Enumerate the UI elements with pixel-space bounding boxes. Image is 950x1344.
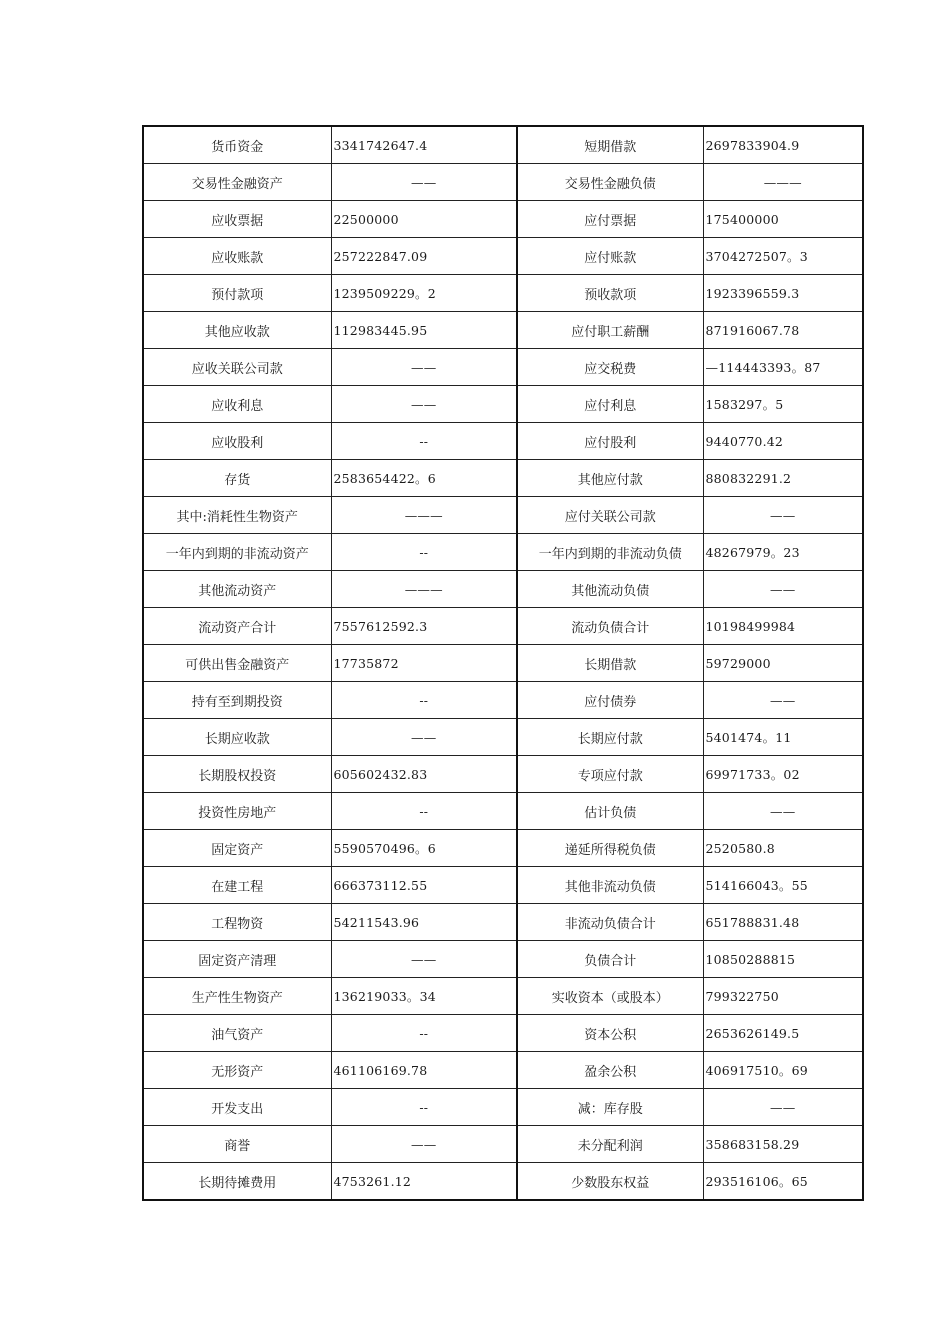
asset-value-cell: 461106169.78 bbox=[331, 1052, 517, 1089]
table-row bbox=[143, 719, 863, 756]
liability-label-cell: 短期借款 bbox=[517, 126, 703, 164]
asset-value-cell: 22500000 bbox=[331, 201, 517, 238]
liability-value-cell: 514166043。55 bbox=[703, 867, 863, 904]
liability-value-cell: 9440770.42 bbox=[703, 423, 863, 460]
liability-value-cell: —— bbox=[703, 793, 863, 830]
balance-sheet-body bbox=[143, 126, 863, 1200]
liability-label-cell: 资本公积 bbox=[517, 1015, 703, 1052]
liability-value-cell: 406917510。69 bbox=[703, 1052, 863, 1089]
asset-label-cell: 工程物资 bbox=[143, 904, 331, 941]
liability-value-cell: 2697833904.9 bbox=[703, 126, 863, 164]
liability-label-cell: 非流动负债合计 bbox=[517, 904, 703, 941]
table-row bbox=[143, 682, 863, 719]
asset-value-cell: 3341742647.4 bbox=[331, 126, 517, 164]
liability-label-cell: 递延所得税负债 bbox=[517, 830, 703, 867]
liability-value-cell: 3704272507。3 bbox=[703, 238, 863, 275]
table-row bbox=[143, 1089, 863, 1126]
asset-label-cell: 长期股权投资 bbox=[143, 756, 331, 793]
liability-value-cell: 48267979。23 bbox=[703, 534, 863, 571]
asset-value-cell: 5590570496。6 bbox=[331, 830, 517, 867]
liability-value-cell: 293516106。65 bbox=[703, 1163, 863, 1201]
liability-label-cell: 一年内到期的非流动负债 bbox=[517, 534, 703, 571]
liability-label-cell: 专项应付款 bbox=[517, 756, 703, 793]
liability-value-cell: ——— bbox=[703, 164, 863, 201]
liability-value-cell: 358683158.29 bbox=[703, 1126, 863, 1163]
liability-label-cell: 应交税费 bbox=[517, 349, 703, 386]
asset-value-cell: —— bbox=[331, 941, 517, 978]
asset-label-cell: 应收利息 bbox=[143, 386, 331, 423]
asset-value-cell: —— bbox=[331, 386, 517, 423]
liability-label-cell: 应付职工薪酬 bbox=[517, 312, 703, 349]
asset-value-cell: 1239509229。2 bbox=[331, 275, 517, 312]
liability-value-cell: —— bbox=[703, 571, 863, 608]
liability-label-cell: 应付账款 bbox=[517, 238, 703, 275]
table-row bbox=[143, 275, 863, 312]
asset-label-cell: 流动资产合计 bbox=[143, 608, 331, 645]
asset-value-cell: 112983445.95 bbox=[331, 312, 517, 349]
asset-value-cell: ——— bbox=[331, 571, 517, 608]
liability-value-cell: 2520580.8 bbox=[703, 830, 863, 867]
liability-label-cell: 其他流动负债 bbox=[517, 571, 703, 608]
asset-label-cell: 其他流动资产 bbox=[143, 571, 331, 608]
asset-label-cell: 应收关联公司款 bbox=[143, 349, 331, 386]
liability-label-cell: 应付股利 bbox=[517, 423, 703, 460]
table-row bbox=[143, 201, 863, 238]
liability-label-cell: 流动负债合计 bbox=[517, 608, 703, 645]
liability-value-cell: 10850288815 bbox=[703, 941, 863, 978]
liability-value-cell: 2653626149.5 bbox=[703, 1015, 863, 1052]
asset-value-cell: 257222847.09 bbox=[331, 238, 517, 275]
asset-value-cell: —— bbox=[331, 1126, 517, 1163]
asset-value-cell: 605602432.83 bbox=[331, 756, 517, 793]
liability-label-cell: 长期借款 bbox=[517, 645, 703, 682]
table-row bbox=[143, 1126, 863, 1163]
asset-label-cell: 固定资产清理 bbox=[143, 941, 331, 978]
liability-value-cell: 69971733。02 bbox=[703, 756, 863, 793]
asset-value-cell: -- bbox=[331, 1089, 517, 1126]
asset-value-cell: 4753261.12 bbox=[331, 1163, 517, 1201]
liability-value-cell: 871916067.78 bbox=[703, 312, 863, 349]
asset-label-cell: 预付款项 bbox=[143, 275, 331, 312]
asset-label-cell: 油气资产 bbox=[143, 1015, 331, 1052]
asset-label-cell: 固定资产 bbox=[143, 830, 331, 867]
asset-value-cell: ——— bbox=[331, 497, 517, 534]
asset-label-cell: 其他应收款 bbox=[143, 312, 331, 349]
asset-label-cell: 持有至到期投资 bbox=[143, 682, 331, 719]
table-row bbox=[143, 349, 863, 386]
asset-label-cell: 商誉 bbox=[143, 1126, 331, 1163]
table-row bbox=[143, 386, 863, 423]
liability-label-cell: 应付利息 bbox=[517, 386, 703, 423]
asset-label-cell: 应收票据 bbox=[143, 201, 331, 238]
asset-label-cell: 其中:消耗性生物资产 bbox=[143, 497, 331, 534]
table-row bbox=[143, 238, 863, 275]
liability-label-cell: 实收资本（或股本） bbox=[517, 978, 703, 1015]
asset-label-cell: 可供出售金融资产 bbox=[143, 645, 331, 682]
asset-value-cell: -- bbox=[331, 534, 517, 571]
asset-label-cell: 交易性金融资产 bbox=[143, 164, 331, 201]
asset-value-cell: -- bbox=[331, 793, 517, 830]
liability-label-cell: 少数股东权益 bbox=[517, 1163, 703, 1201]
liability-value-cell: —114443393。87 bbox=[703, 349, 863, 386]
liability-value-cell: 880832291.2 bbox=[703, 460, 863, 497]
asset-label-cell: 生产性生物资产 bbox=[143, 978, 331, 1015]
liability-value-cell: 175400000 bbox=[703, 201, 863, 238]
asset-label-cell: 长期待摊费用 bbox=[143, 1163, 331, 1201]
table-row bbox=[143, 312, 863, 349]
table-row bbox=[143, 534, 863, 571]
asset-label-cell: 在建工程 bbox=[143, 867, 331, 904]
asset-label-cell: 一年内到期的非流动资产 bbox=[143, 534, 331, 571]
asset-value-cell: 2583654422。6 bbox=[331, 460, 517, 497]
asset-value-cell: —— bbox=[331, 349, 517, 386]
liability-label-cell: 其他非流动负债 bbox=[517, 867, 703, 904]
asset-value-cell: —— bbox=[331, 164, 517, 201]
liability-value-cell: 799322750 bbox=[703, 978, 863, 1015]
liability-value-cell: 1923396559.3 bbox=[703, 275, 863, 312]
table-row bbox=[143, 1163, 863, 1201]
table-row bbox=[143, 793, 863, 830]
table-row bbox=[143, 608, 863, 645]
table-row bbox=[143, 126, 863, 164]
asset-label-cell: 投资性房地产 bbox=[143, 793, 331, 830]
liability-label-cell: 长期应付款 bbox=[517, 719, 703, 756]
asset-value-cell: -- bbox=[331, 682, 517, 719]
asset-value-cell: —— bbox=[331, 719, 517, 756]
liability-label-cell: 应付债券 bbox=[517, 682, 703, 719]
balance-sheet-table bbox=[142, 125, 864, 1201]
asset-label-cell: 应收股利 bbox=[143, 423, 331, 460]
table-row bbox=[143, 571, 863, 608]
asset-label-cell: 存货 bbox=[143, 460, 331, 497]
table-row bbox=[143, 497, 863, 534]
asset-label-cell: 长期应收款 bbox=[143, 719, 331, 756]
table-row bbox=[143, 645, 863, 682]
table-row bbox=[143, 460, 863, 497]
asset-label-cell: 货币资金 bbox=[143, 126, 331, 164]
table-row bbox=[143, 941, 863, 978]
liability-value-cell: —— bbox=[703, 497, 863, 534]
liability-value-cell: 59729000 bbox=[703, 645, 863, 682]
table-row bbox=[143, 867, 863, 904]
table-row bbox=[143, 830, 863, 867]
asset-value-cell: 54211543.96 bbox=[331, 904, 517, 941]
liability-value-cell: 5401474。11 bbox=[703, 719, 863, 756]
table-row bbox=[143, 904, 863, 941]
table-row bbox=[143, 1052, 863, 1089]
liability-value-cell: 651788831.48 bbox=[703, 904, 863, 941]
asset-value-cell: 7557612592.3 bbox=[331, 608, 517, 645]
asset-value-cell: -- bbox=[331, 423, 517, 460]
liability-value-cell: 1583297。5 bbox=[703, 386, 863, 423]
asset-label-cell: 开发支出 bbox=[143, 1089, 331, 1126]
liability-label-cell: 交易性金融负债 bbox=[517, 164, 703, 201]
table-row bbox=[143, 423, 863, 460]
table-row bbox=[143, 164, 863, 201]
asset-value-cell: -- bbox=[331, 1015, 517, 1052]
liability-label-cell: 盈余公积 bbox=[517, 1052, 703, 1089]
liability-label-cell: 减：库存股 bbox=[517, 1089, 703, 1126]
liability-label-cell: 估计负债 bbox=[517, 793, 703, 830]
liability-label-cell: 未分配利润 bbox=[517, 1126, 703, 1163]
asset-value-cell: 666373112.55 bbox=[331, 867, 517, 904]
asset-label-cell: 无形资产 bbox=[143, 1052, 331, 1089]
liability-value-cell: —— bbox=[703, 1089, 863, 1126]
liability-label-cell: 其他应付款 bbox=[517, 460, 703, 497]
table-row bbox=[143, 978, 863, 1015]
asset-label-cell: 应收账款 bbox=[143, 238, 331, 275]
liability-label-cell: 应付票据 bbox=[517, 201, 703, 238]
asset-value-cell: 17735872 bbox=[331, 645, 517, 682]
table-row bbox=[143, 756, 863, 793]
table-row bbox=[143, 1015, 863, 1052]
liability-value-cell: —— bbox=[703, 682, 863, 719]
asset-value-cell: 136219033。34 bbox=[331, 978, 517, 1015]
liability-label-cell: 应付关联公司款 bbox=[517, 497, 703, 534]
liability-label-cell: 负债合计 bbox=[517, 941, 703, 978]
liability-value-cell: 10198499984 bbox=[703, 608, 863, 645]
liability-label-cell: 预收款项 bbox=[517, 275, 703, 312]
